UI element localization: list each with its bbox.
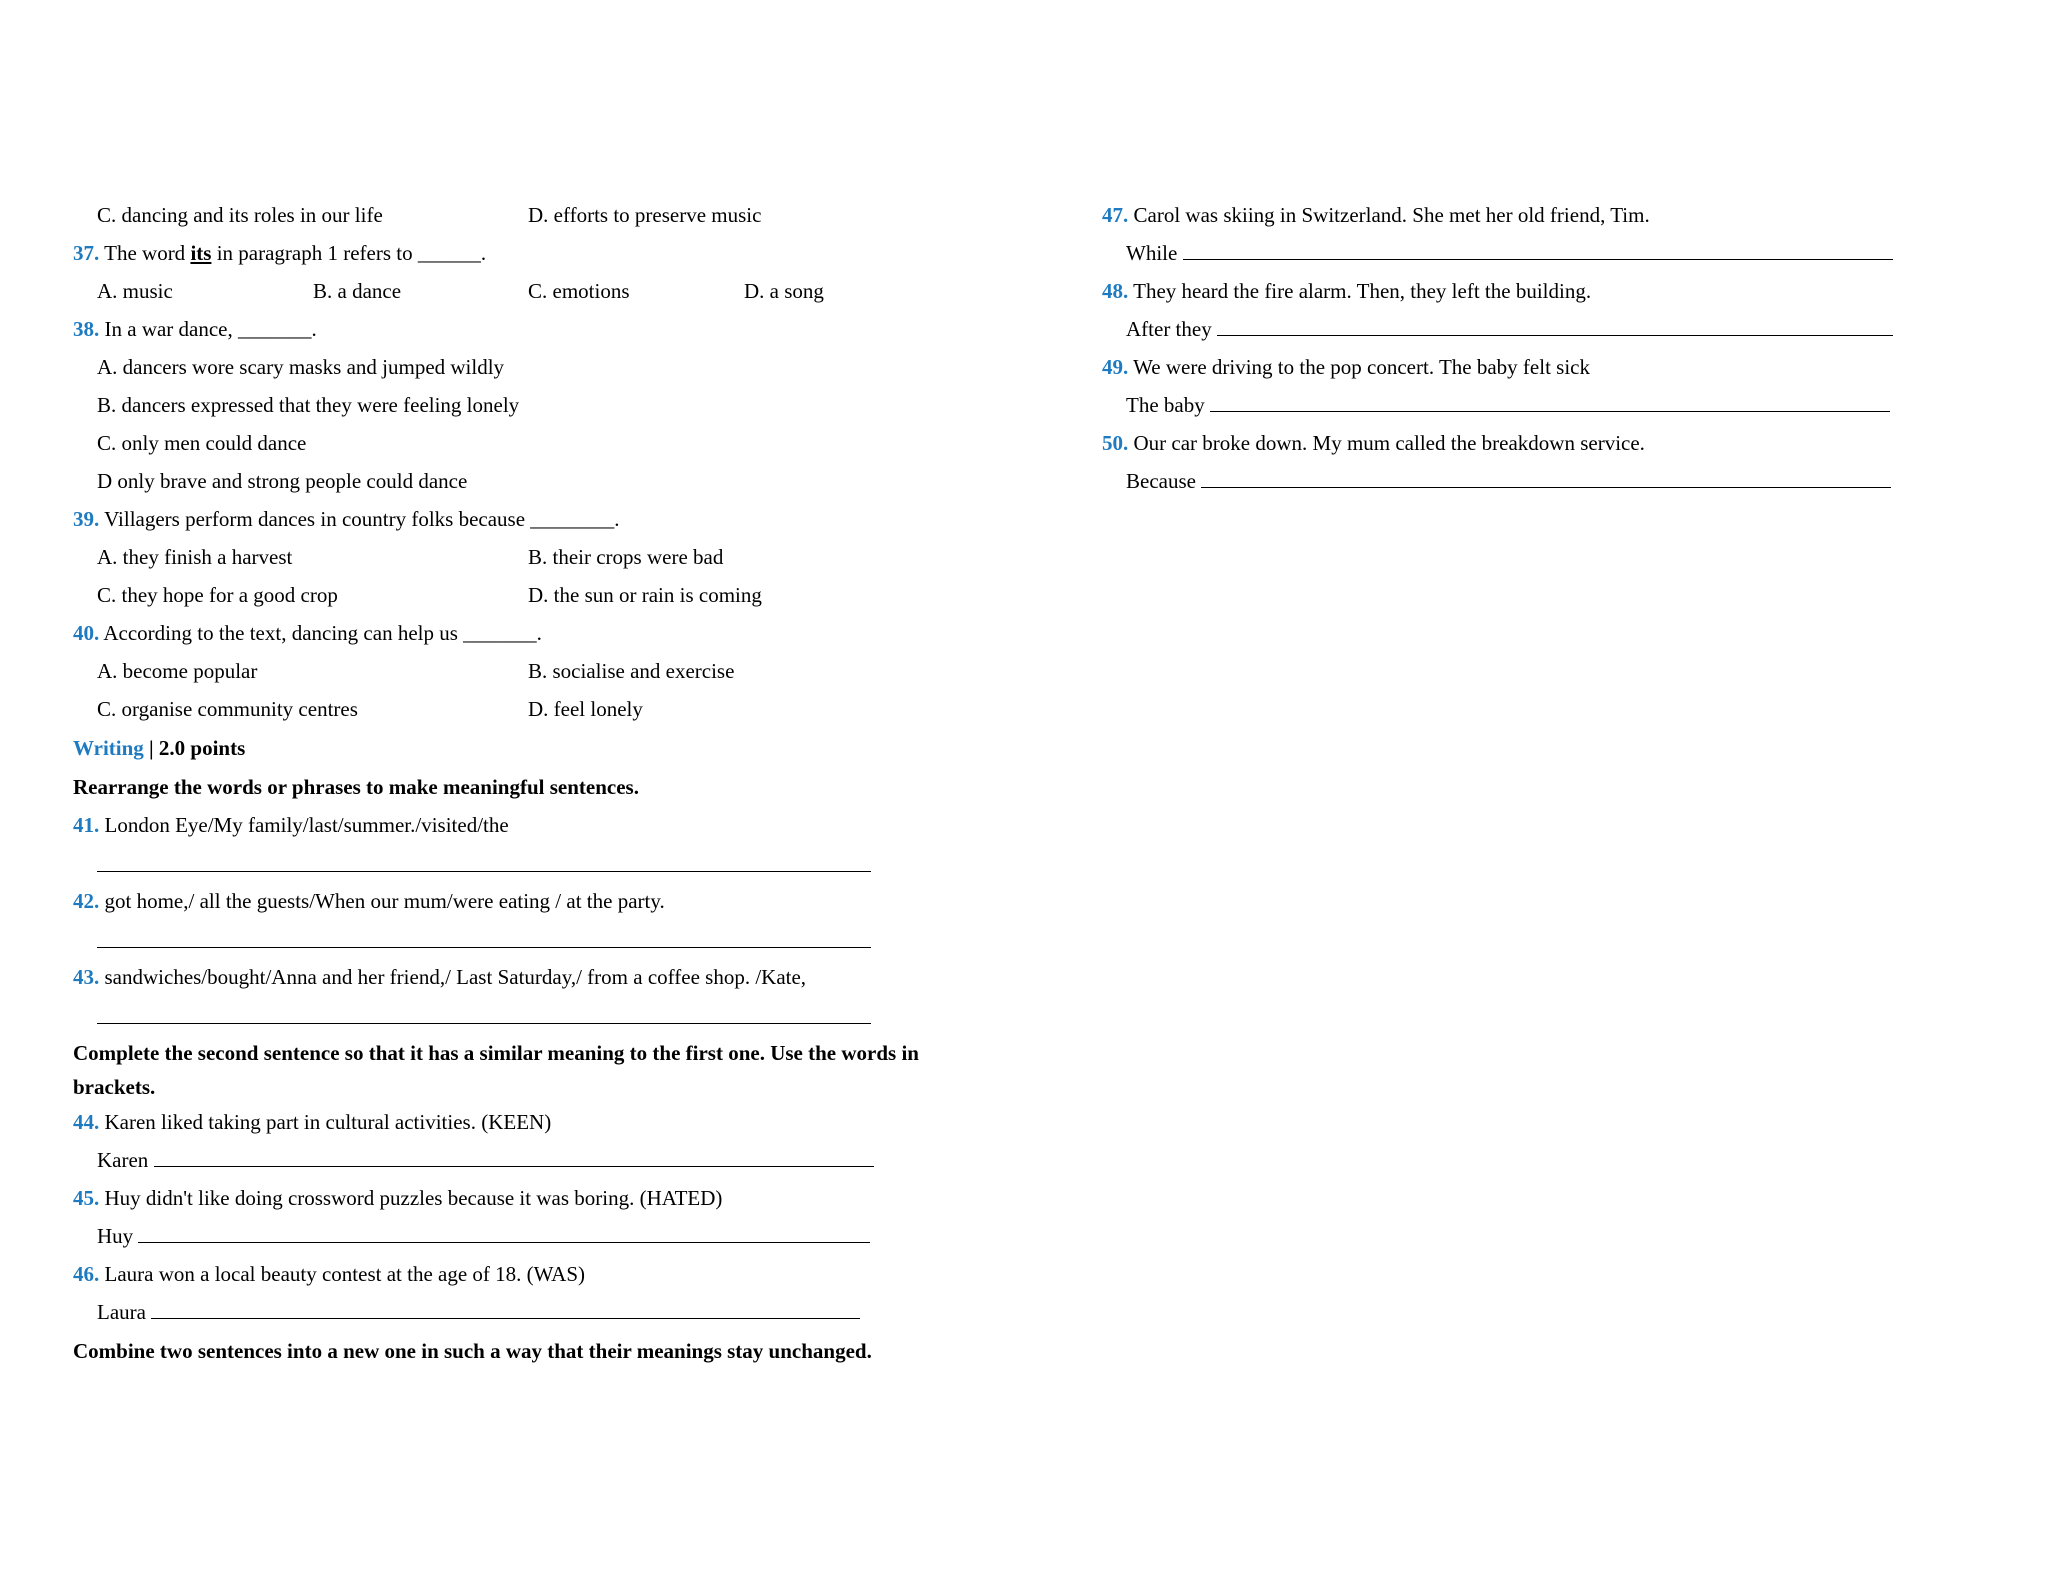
q38-option-d: D only brave and strong people could dance bbox=[97, 469, 468, 493]
q36-option-d: D. efforts to preserve music bbox=[528, 203, 762, 227]
question-text-pre: The word bbox=[104, 241, 191, 265]
sentence-start: Because bbox=[1126, 469, 1196, 493]
q40-option-b: B. socialise and exercise bbox=[528, 659, 735, 683]
question-number: 44. bbox=[73, 1110, 100, 1134]
question-number: 48. bbox=[1102, 279, 1129, 303]
question-40 bbox=[73, 620, 542, 646]
sentence-start: While bbox=[1126, 241, 1178, 265]
question-text: In a war dance, _______. bbox=[104, 317, 317, 341]
question-43 bbox=[73, 964, 806, 990]
question-text: got home,/ all the guests/When our mum/were eating / at the party. bbox=[104, 889, 665, 913]
q37-option-c: C. emotions bbox=[528, 279, 630, 303]
sentence-start: Laura bbox=[97, 1300, 146, 1324]
question-number: 47. bbox=[1102, 203, 1129, 227]
question-49 bbox=[1102, 354, 1590, 380]
q38-option-c: C. only men could dance bbox=[97, 431, 307, 455]
answer-line-42[interactable] bbox=[97, 947, 871, 948]
q37-option-a: A. music bbox=[97, 279, 173, 303]
answer-44 bbox=[97, 1147, 874, 1173]
q39-option-b: B. their crops were bad bbox=[528, 545, 724, 569]
question-text: Carol was skiing in Switzerland. She met her old friend, Tim. bbox=[1133, 203, 1650, 227]
question-number: 49. bbox=[1102, 355, 1129, 379]
question-number: 40. bbox=[73, 621, 100, 645]
answer-blank[interactable] bbox=[154, 1148, 874, 1167]
question-text: London Eye/My family/last/summer./visited/the bbox=[104, 813, 509, 837]
question-46 bbox=[73, 1261, 585, 1287]
sentence-start: After they bbox=[1126, 317, 1212, 341]
question-50 bbox=[1102, 430, 1645, 456]
question-text-post: in paragraph 1 refers to ______. bbox=[211, 241, 487, 265]
keyword: its bbox=[190, 241, 212, 265]
section-points: | 2.0 points bbox=[143, 736, 246, 760]
writing-section-header bbox=[73, 735, 245, 761]
instruction-complete-line2: brackets. bbox=[73, 1075, 156, 1099]
answer-blank[interactable] bbox=[138, 1224, 870, 1243]
question-text: Karen liked taking part in cultural activities. (KEEN) bbox=[104, 1110, 552, 1134]
question-48 bbox=[1102, 278, 1591, 304]
answer-48 bbox=[1126, 316, 1893, 342]
question-number: 38. bbox=[73, 317, 100, 341]
answer-line-41[interactable] bbox=[97, 871, 871, 872]
question-41 bbox=[73, 812, 509, 838]
answer-blank[interactable] bbox=[1183, 241, 1893, 260]
answer-blank[interactable] bbox=[151, 1300, 860, 1319]
question-text: Villagers perform dances in country folks because ________. bbox=[104, 507, 620, 531]
question-39 bbox=[73, 506, 620, 532]
question-42 bbox=[73, 888, 665, 914]
answer-45 bbox=[97, 1223, 870, 1249]
instruction-rearrange: Rearrange the words or phrases to make meaningful sentences. bbox=[73, 775, 639, 799]
question-text: sandwiches/bought/Anna and her friend,/ Last Saturday,/ from a coffee shop. /Kate, bbox=[104, 965, 807, 989]
q36-option-c: C. dancing and its roles in our life bbox=[97, 203, 383, 227]
question-text: Our car broke down. My mum called the breakdown service. bbox=[1133, 431, 1645, 455]
answer-47 bbox=[1126, 240, 1893, 266]
question-number: 42. bbox=[73, 889, 100, 913]
sentence-start: The baby bbox=[1126, 393, 1205, 417]
q37-option-d: D. a song bbox=[744, 279, 824, 303]
question-number: 43. bbox=[73, 965, 100, 989]
question-text: They heard the fire alarm. Then, they left the building. bbox=[1133, 279, 1592, 303]
answer-line-43[interactable] bbox=[97, 1023, 871, 1024]
question-text: Huy didn't like doing crossword puzzles because it was boring. (HATED) bbox=[104, 1186, 723, 1210]
question-text: Laura won a local beauty contest at the age of 18. (WAS) bbox=[104, 1262, 585, 1286]
q39-option-c: C. they hope for a good crop bbox=[97, 583, 338, 607]
q37-option-b: B. a dance bbox=[313, 279, 402, 303]
question-text: We were driving to the pop concert. The baby felt sick bbox=[1133, 355, 1590, 379]
sentence-start: Huy bbox=[97, 1224, 134, 1248]
instruction-complete-line1: Complete the second sentence so that it has a similar meaning to the first one. Use the words in bbox=[73, 1041, 919, 1065]
question-number: 50. bbox=[1102, 431, 1129, 455]
question-37 bbox=[73, 240, 486, 266]
question-text: According to the text, dancing can help us _______. bbox=[103, 621, 542, 645]
question-number: 46. bbox=[73, 1262, 100, 1286]
question-number: 37. bbox=[73, 241, 100, 265]
answer-49 bbox=[1126, 392, 1890, 418]
q39-option-d: D. the sun or rain is coming bbox=[528, 583, 762, 607]
instruction-combine: Combine two sentences into a new one in such a way that their meanings stay unchanged. bbox=[73, 1339, 872, 1363]
q39-option-a: A. they finish a harvest bbox=[97, 545, 293, 569]
question-number: 45. bbox=[73, 1186, 100, 1210]
answer-46 bbox=[97, 1299, 860, 1325]
q38-option-b: B. dancers expressed that they were feeling lonely bbox=[97, 393, 520, 417]
question-45 bbox=[73, 1185, 722, 1211]
section-label: Writing bbox=[73, 736, 144, 760]
q38-option-a: A. dancers wore scary masks and jumped wildly bbox=[97, 355, 505, 379]
question-47 bbox=[1102, 202, 1650, 228]
q40-option-a: A. become popular bbox=[97, 659, 258, 683]
answer-50 bbox=[1126, 468, 1891, 494]
question-44 bbox=[73, 1109, 551, 1135]
answer-blank[interactable] bbox=[1217, 317, 1893, 336]
answer-blank[interactable] bbox=[1201, 469, 1891, 488]
sentence-start: Karen bbox=[97, 1148, 149, 1172]
q40-option-c: C. organise community centres bbox=[97, 697, 358, 721]
question-number: 41. bbox=[73, 813, 100, 837]
question-number: 39. bbox=[73, 507, 100, 531]
question-38 bbox=[73, 316, 317, 342]
q40-option-d: D. feel lonely bbox=[528, 697, 643, 721]
answer-blank[interactable] bbox=[1210, 393, 1890, 412]
